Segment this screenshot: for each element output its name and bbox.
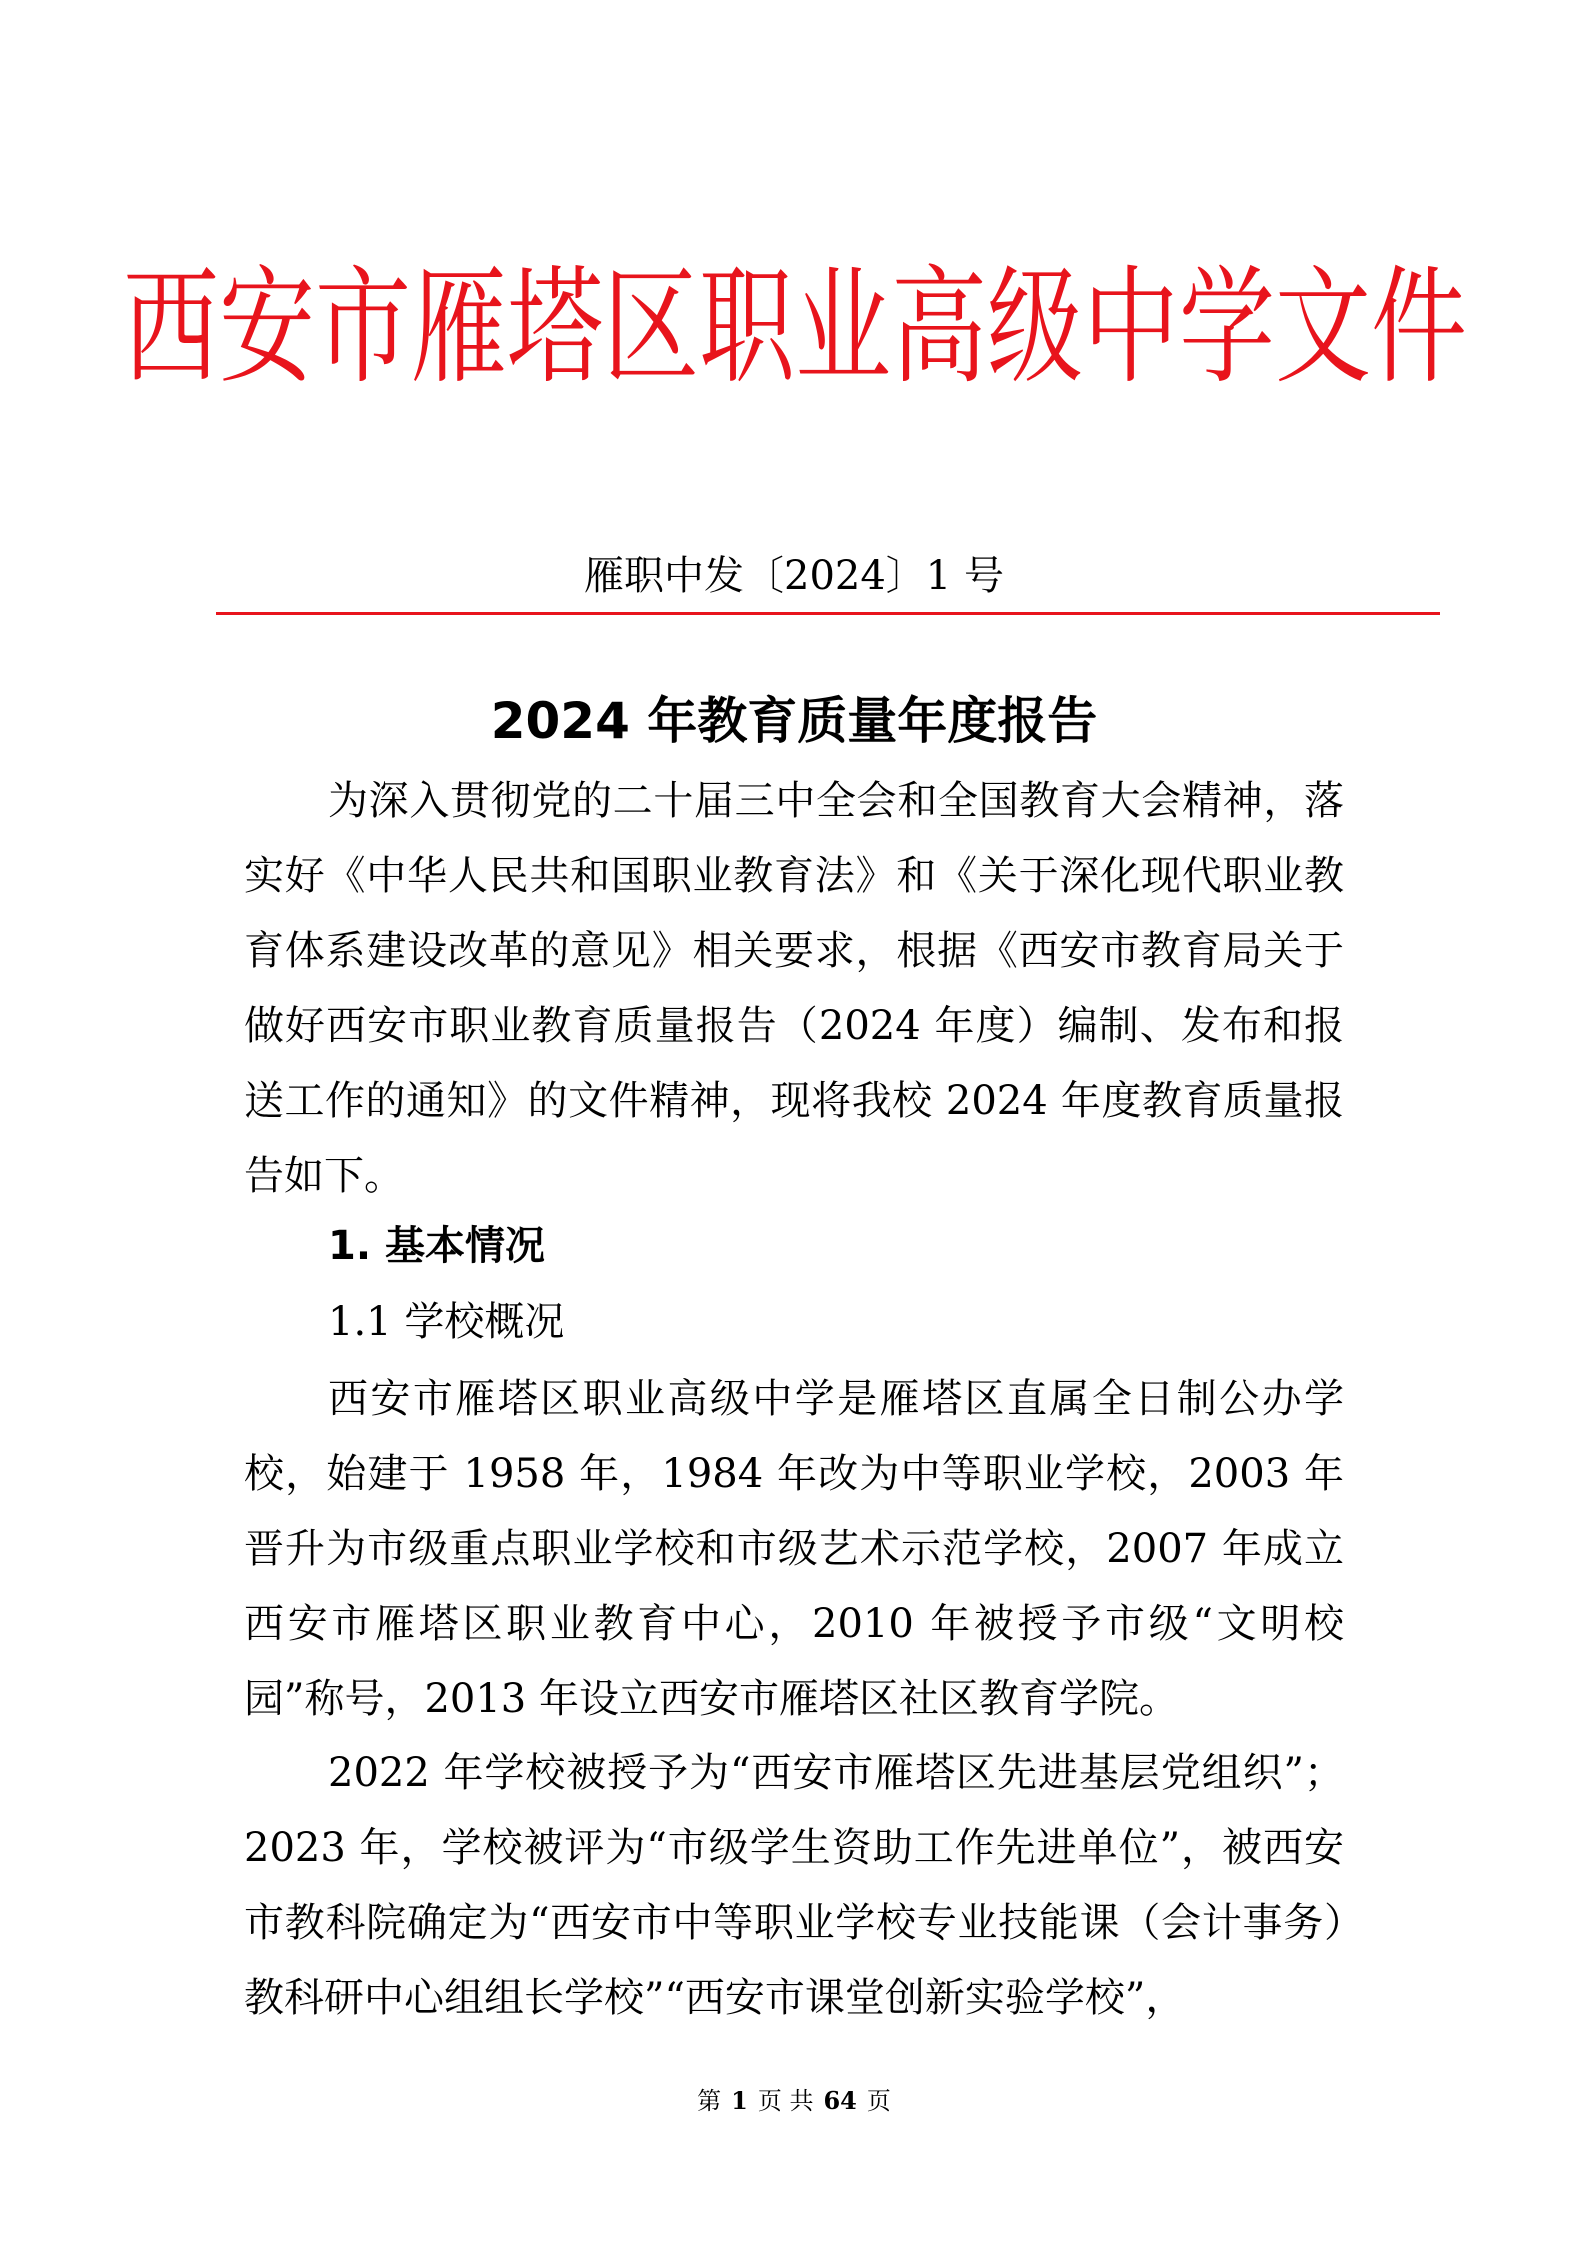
subsection-heading-school-overview: 1.1 学校概况 bbox=[328, 1299, 565, 1345]
footer-suffix: 页 bbox=[866, 2087, 891, 2115]
total-page-count: 64 bbox=[823, 2086, 857, 2115]
page-footer bbox=[0, 2084, 1588, 2118]
document-number: 雁职中发〔2024〕1 号 bbox=[584, 553, 1004, 599]
document-masthead: 西安市雁塔区职业高级中学文件 bbox=[123, 252, 1467, 401]
footer-middle: 页 共 bbox=[757, 2087, 814, 2115]
red-divider-line bbox=[216, 612, 1440, 615]
intro-paragraph: 为深入贯彻党的二十届三中全会和全国教育大会精神，落实好《中华人民共和国职业教育法》和《关于深化现代职业教育体系建设改革的意见》相关要求，根据《西安市教育局关于做好西安市职业教育质量报告（2024 年度）编制、发布和报送工作的通知》的文件精神，现将我校 2024 年度教育质量报告如下。 bbox=[244, 778, 1344, 1199]
footer-prefix: 第 bbox=[697, 2087, 722, 2115]
section-heading-basic-info: 1. 基本情况 bbox=[328, 1223, 545, 1269]
school-honors-paragraph: 2022 年学校被授予为“西安市雁塔区先进基层党组织”；2023 年，学校被评为“市级学生资助工作先进单位”，被西安市教科院确定为“西安市中等职业学校专业技能课（会计事务）教科研中心组组长学校”“西安市课堂创新实验学校”， bbox=[244, 1750, 1344, 2021]
school-profile-paragraph: 西安市雁塔区职业高级中学是雁塔区直属全日制公办学校，始建于 1958 年，1984 年改为中等职业学校，2003 年晋升为市级重点职业学校和市级艺术示范学校，2007 年成立西安市雁塔区职业教育中心，2010 年被授予市级“文明校园”称号，2013 年设立西安市雁塔区社区教育学院。 bbox=[244, 1376, 1344, 1722]
report-title: 2024 年教育质量年度报告 bbox=[490, 692, 1098, 750]
current-page-number: 1 bbox=[731, 2086, 748, 2115]
